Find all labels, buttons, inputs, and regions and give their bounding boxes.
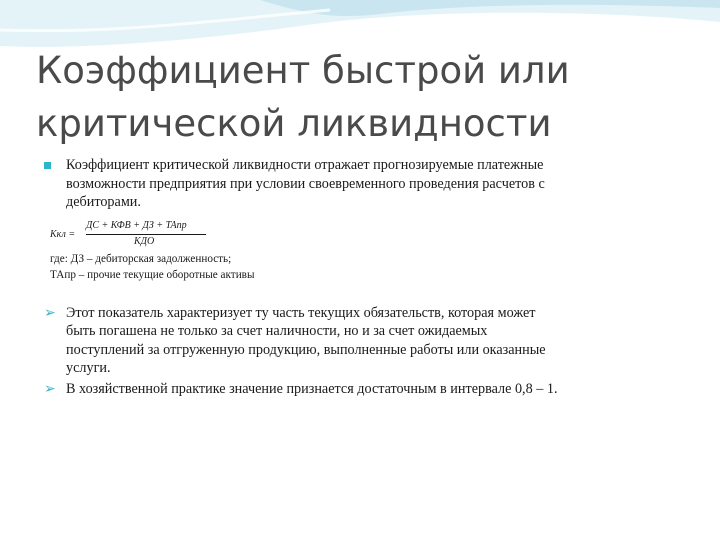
arrow-item xyxy=(44,380,674,399)
arrow-item-line: быть погашена не только за счет наличности, но и за счет ожидаемых xyxy=(66,323,488,339)
arrow-item-line: услуги. xyxy=(66,360,111,376)
formula-left: Ккл = xyxy=(50,228,76,240)
fraction-bar xyxy=(86,234,206,235)
slide-body xyxy=(44,156,674,400)
arrow-item-line: Этот показатель характеризует ту часть текущих обязательств, которая может xyxy=(66,304,536,321)
arrow-bullet-icon: ➢ xyxy=(44,304,56,321)
arrow-bullet-icon: ➢ xyxy=(44,380,56,397)
title-line-2: критической ликвидности xyxy=(36,102,552,145)
bullet-line: дебиторами. xyxy=(66,194,141,210)
bullet-paragraph xyxy=(44,156,674,212)
formula-numerator: ДС + КФВ + ДЗ + ТАпр xyxy=(86,219,187,231)
formula-notes xyxy=(50,251,674,283)
slide-title xyxy=(36,44,676,150)
bullet-line: Коэффициент критической ликвидности отражает прогнозируемые платежные xyxy=(66,157,544,173)
title-line-1: Коэффициент быстрой или xyxy=(36,49,570,92)
note-line: ТАпр – прочие текущие оборотные активы xyxy=(50,268,255,281)
arrow-list xyxy=(44,304,674,399)
formula-denominator: КДО xyxy=(134,235,155,247)
arrow-item xyxy=(44,304,674,378)
note-line: где: ДЗ – дебиторская задолженность; xyxy=(50,252,232,265)
formula xyxy=(50,220,250,250)
square-bullet-icon xyxy=(44,162,51,169)
arrow-item-line: поступлений за отгруженную продукцию, выполненные работы или оказанные xyxy=(66,341,546,358)
arrow-item-line: В хозяйственной практике значение признается достаточным в интервале 0,8 – 1. xyxy=(66,380,558,397)
bullet-line: возможности предприятия при условии своевременного проведения расчетов с xyxy=(66,175,545,192)
